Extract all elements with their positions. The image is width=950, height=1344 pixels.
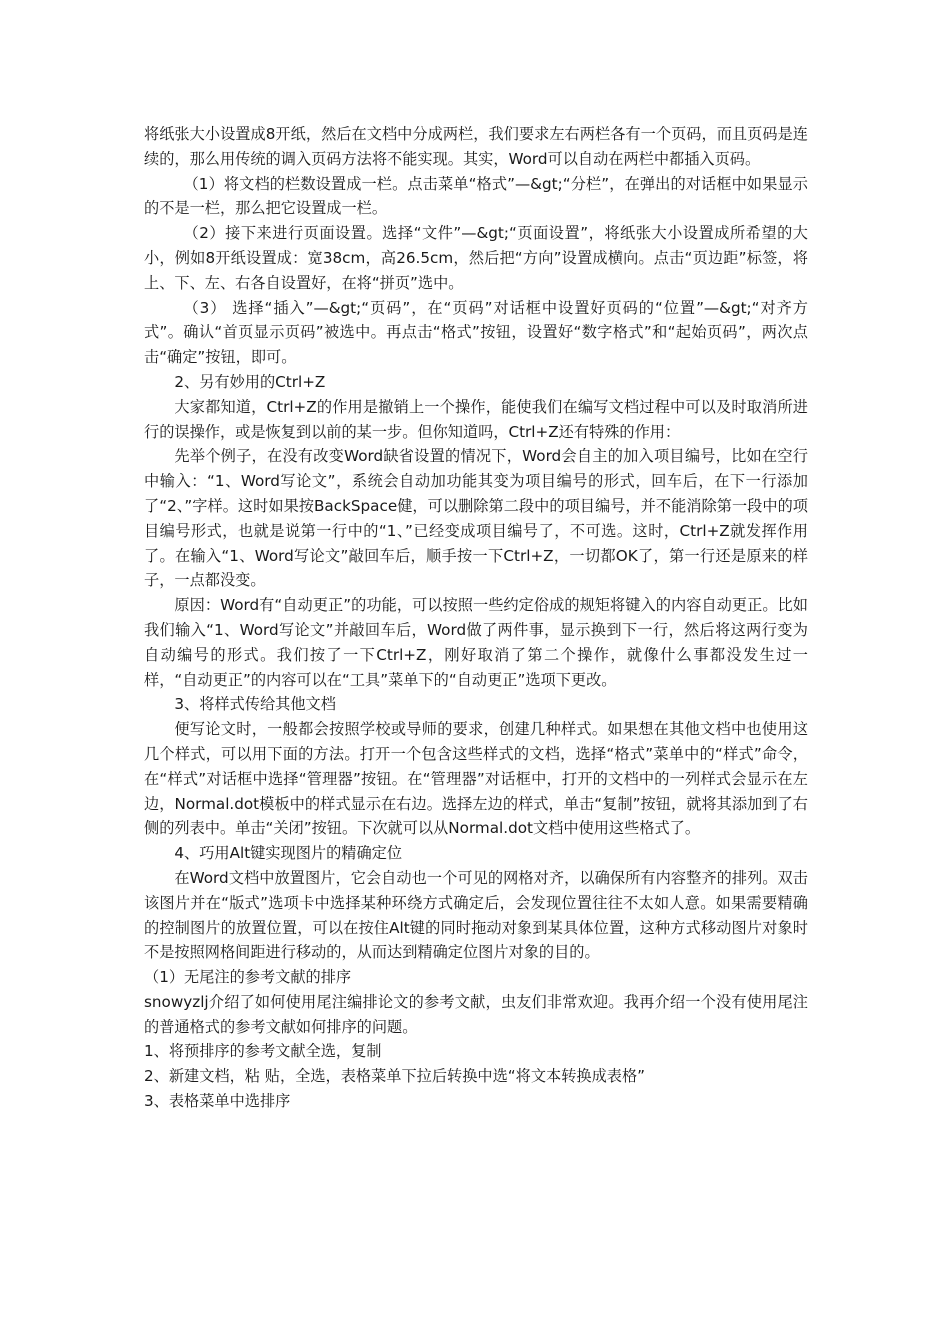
- list-item-step-2: 2、新建文档，粘 贴，全选，表格菜单下拉后转换中选“将文本转换成表格”: [144, 1067, 646, 1086]
- paragraph-step-3: （3） 选择“插入”—&gt;“页码”，在“页码”对话框中设置好页码的“位置”—&gt;“对齐方式”。确认“首页显示页码”被选中。再点击“格式”按钮，设置好“数字格式”和“起始页码”，两次点击“确定”按钮，即可。: [144, 298, 808, 367]
- section-heading-references: （1）无尾注的参考文献的排序: [144, 968, 352, 987]
- paragraph-references: snowyzlj介绍了如何使用尾注编排论文的参考文献，虫友们非常欢迎。我再介绍一个没有使用尾注的普通格式的参考文献如何排序的问题。: [144, 992, 808, 1036]
- paragraph-ctrl-z-example: 先举个例子，在没有改变Word缺省设置的情况下，Word会自主的加入项目编号，比如在空行中输入：“1、Word写论文”，系统会自动加功能其变为项目编号的形式，回车后，在下一行添加了“2、”字样。这时如果按BackSpace健，可以删除第二段中的项目编号，并不能消除第一段中的项目编号形式，也就是说第一行中的“1、”已经变成项目编号了，不可选。这时，Ctrl+Z就发挥作用了。在输入“1、Word写论文”敲回车后，顺手按一下Ctrl+Z，一切都OK了，第一行还是原来的样子，一点都没变。: [144, 447, 808, 590]
- paragraph-ctrl-z-reason: 原因：Word有“自动更正”的功能，可以按照一些约定俗成的规矩将键入的内容自动更正。比如我们输入“1、Word写论文”并敲回车后，Word做了两件事，显示换到下一行，然后将这两行变为自动编号的形式。我们按了一下Ctrl+Z，刚好取消了第二个操作，就像什么事都没发生过一样，“自动更正”的内容可以在“工具”菜单下的“自动更正”选项下更改。: [144, 596, 808, 689]
- section-heading-styles: 3、将样式传给其他文档: [174, 695, 336, 714]
- paragraph-ctrl-z-intro: 大家都知道，Ctrl+Z的作用是撤销上一个操作，能使我们在编写文档过程中可以及时取消所进行的误操作，或是恢复到以前的某一步。但你知道吗，Ctrl+Z还有特殊的作用：: [144, 397, 808, 441]
- paragraph-intro: 将纸张大小设置成8开纸，然后在文档中分成两栏，我们要求左右两栏各有一个页码，而且页码是连续的，那么用传统的调入页码方法将不能实现。其实，Word可以自动在两栏中都插入页码。: [144, 125, 808, 168]
- paragraph-alt-key: 在Word文档中放置图片，它会自动也一个可见的网格对齐，以确保所有内容整齐的排列。双击该图片并在“版式”选项卡中选择某种环绕方式确定后，会发现位置往往不太如人意。如果需要精确的控制图片的放置位置，可以在按住Alt键的同时拖动对象到某具体位置，这种方式移动图片对象时不是按照网格间距进行移动的，从而达到精确定位图片对象的目的。: [144, 868, 808, 962]
- paragraph-step-1: （1）将文档的栏数设置成一栏。点击菜单“格式”—&gt;“分栏”，在弹出的对话框中如果显示的不是一栏，那么把它设置成一栏。: [144, 174, 808, 218]
- section-heading-alt-key: 4、巧用Alt键实现图片的精确定位: [174, 844, 403, 863]
- section-heading-ctrl-z: 2、另有妙用的Ctrl+Z: [174, 372, 326, 391]
- paragraph-styles: 便写论文时，一般都会按照学校或导师的要求，创建几种样式。如果想在其他文档中也使用这几个样式，可以用下面的方法。打开一个包含这些样式的文档，选择“格式”菜单中的“样式”命令，在“样式”对话框中选择“管理器”按钮。在“管理器”对话框中，打开的文档中的一列样式会显示在左边，Normal.dot模板中的样式显示在右边。选择左边的样式，单击“复制”按钮，就将其添加到了右侧的列表中。单击“关闭”按钮。下次就可以从Normal.dot文档中使用这些格式了。: [144, 720, 808, 838]
- list-item-step-3: 3、表格菜单中选排序: [144, 1092, 291, 1111]
- paragraph-step-2: （2）接下来进行页面设置。选择“文件”—&gt;“页面设置”，将纸张大小设置成所希望的大小，例如8开纸设置成：宽38cm，高26.5cm，然后把“方向”设置成横向。点击“页边距”标签，将上、下、左、右各自设置好，在将“拼页”选中。: [144, 224, 808, 292]
- document-body: [144, 122, 808, 1114]
- list-item-step-1: 1、将预排序的参考文献全选，复制: [144, 1042, 382, 1061]
